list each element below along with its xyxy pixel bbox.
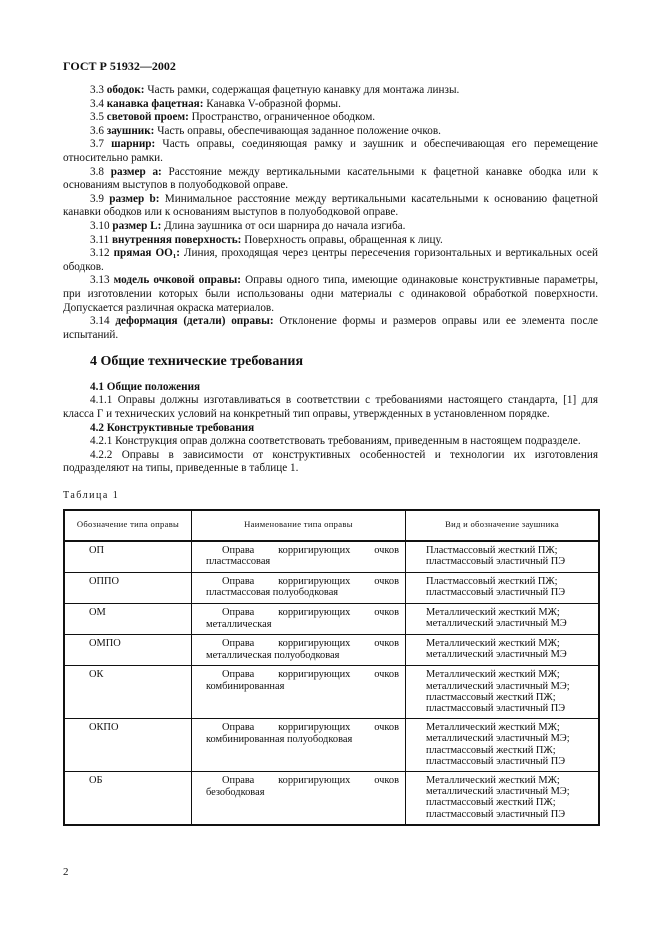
definition-text: Отклонение формы и размеров оправы или ее элемента после испытаний. (63, 315, 599, 341)
definition-term: прямая OO₁: (113, 247, 180, 260)
frame-type-code: ОКПО (64, 719, 192, 772)
table-row (64, 719, 599, 772)
definition-item (63, 84, 598, 98)
definition-term: размер a: (110, 165, 162, 178)
definition-term: ободок: (106, 84, 145, 96)
definition-item (63, 247, 598, 274)
temple-types-cell (406, 604, 600, 635)
definition-text: Часть оправы, обеспечивающая заданное положение очков. (154, 124, 441, 137)
temple-type: Пластмассовый жесткий ПЖ; (426, 544, 558, 556)
frame-type-name-cell (192, 635, 406, 666)
definition-item (63, 98, 598, 112)
section-4-title: 4 Общие технические требования (90, 354, 304, 370)
temple-type: Пластмассовый жесткий ПЖ; (426, 575, 558, 587)
temple-type: пластмассовый эластичный ПЭ (426, 555, 566, 567)
definition-item (63, 234, 598, 248)
definition-number: 3.10 (90, 219, 110, 232)
temple-types-cell (406, 772, 600, 825)
definition-term: деформация (детали) оправы: (115, 315, 274, 328)
header-temple: Вид и обозначение заушника (406, 510, 600, 541)
temple-types-cell (406, 541, 600, 573)
definition-number: 3.5 (90, 111, 104, 124)
frame-type-name-cell (192, 604, 406, 635)
definition-item (63, 220, 598, 234)
definition-text: Линия, проходящая через центры пересечения горизонтальных и вертикальных осей ободков. (63, 247, 598, 273)
definition-item (63, 193, 598, 220)
paragraph-4-1-1: 4.1.1 Оправы должны изготавливаться в соответствии с требованиями настоящего стандарта, [1] для класса Г и технических условий на конкретный тип оправы, утвержденных в установленном порядке. (63, 394, 598, 421)
temple-type: металлический эластичный МЭ; (426, 786, 570, 798)
definition-number: 3.4 (90, 97, 104, 110)
frame-type-name-cell (192, 572, 406, 603)
definitions-list (63, 84, 598, 342)
definition-number: 3.11 (90, 233, 110, 246)
definition-text: Длина заушника от оси шарнира до начала изгиба. (161, 219, 406, 232)
frame-type-name-cell (192, 541, 406, 573)
temple-type: металлический эластичный МЭ; (426, 680, 570, 692)
header-name: Наименование типа оправы (192, 510, 406, 541)
table-caption: Таблица 1 (63, 490, 120, 502)
definition-item (63, 274, 598, 315)
definition-term: шарнир: (111, 138, 156, 151)
temple-type: металлический эластичный МЭ (426, 618, 567, 630)
definition-text: Оправы одного типа, имеющие одинаковые конструктивные параметры, при изготовлении которых были использованы одни материалы с одинаковой обработкой поверхности. Допускается различная окраска материалов. (63, 274, 599, 314)
temple-type: пластмассовый эластичный ПЭ (426, 587, 566, 599)
frame-type-code: ОК (64, 666, 192, 719)
temple-type: пластмассовый жесткий ПЖ; (426, 797, 556, 809)
table-row (64, 604, 599, 635)
table-body (64, 541, 599, 825)
definition-term: заушник: (106, 124, 155, 137)
definition-term: канавка фацетная: (106, 97, 204, 110)
definition-text: Поверхность оправы, обращенная к лицу. (241, 233, 443, 246)
temple-types-cell (406, 666, 600, 719)
table-row (64, 666, 599, 719)
temple-type: пластмассовый жесткий ПЖ; (426, 744, 556, 756)
subsection-4-1-title: 4.1 Общие положения (90, 380, 201, 393)
definition-term: модель очковой оправы: (113, 274, 241, 287)
frame-type-code: ОП (64, 541, 192, 573)
table-row (64, 772, 599, 825)
definition-text: Пространство, ограниченное ободком. (188, 111, 376, 124)
definition-item (63, 111, 598, 125)
definition-number: 3.6 (90, 124, 104, 137)
body-text (63, 84, 598, 826)
temple-types-cell (406, 719, 600, 772)
frame-type-name: Оправа корригирующих очков пластмассовая полуободковая (206, 575, 399, 599)
frame-type-name-cell (192, 719, 406, 772)
frame-type-name: Оправа корригирующих очков комбинированная полуободковая (206, 722, 399, 745)
paragraph-4-2-2: 4.2.2 Оправы в зависимости от конструктивных особенностей и технологии их изготовления подразделяют на типы, приведенные в таблице 1. (63, 448, 598, 475)
frame-type-name-cell (192, 772, 406, 825)
definition-number: 3.7 (90, 138, 104, 151)
standard-header: ГОСТ Р 51932—2002 (63, 59, 176, 73)
frame-type-name: Оправа корригирующих очков комбинированная (206, 669, 399, 692)
table-header-row (64, 510, 599, 541)
definition-term: внутренняя поверхность: (111, 233, 242, 246)
definition-item (63, 315, 598, 342)
temple-type: пластмассовый эластичный ПЭ (426, 702, 566, 714)
temple-type: Металлический жесткий МЖ; (426, 722, 560, 734)
definition-item (63, 166, 598, 193)
definition-text: Минимальное расстояние между вертикальными касательными к основанию фацетной канавки ободков или к основаниям выступов в полуободковой оправе. (63, 192, 598, 219)
temple-types-cell (406, 572, 600, 603)
definition-term: световой проем: (106, 111, 189, 124)
definition-number: 3.3 (90, 84, 104, 96)
definition-term: размер L: (112, 219, 162, 232)
temple-type: пластмассовый эластичный ПЭ (426, 755, 566, 767)
frame-type-name: Оправа корригирующих очков пластмассовая (206, 544, 399, 568)
temple-type: пластмассовый эластичный ПЭ (426, 808, 566, 820)
temple-type: Металлический жесткий МЖ; (426, 669, 560, 681)
definition-text: Часть рамки, содержащая фацетную канавку для монтажа линзы. (144, 84, 460, 96)
paragraph-4-2-1: 4.2.1 Конструкция оправ должна соответствовать требованиям, приведенным в настоящем подразделе. (90, 435, 581, 448)
frame-type-code: ОМ (64, 604, 192, 635)
definition-number: 3.8 (90, 165, 104, 178)
temple-types-cell (406, 635, 600, 666)
definition-number: 3.12 (90, 247, 110, 260)
definition-item (63, 125, 598, 139)
header-code: Обозначение типа оправы (64, 510, 192, 541)
definition-text: Канавка V-образной формы. (203, 97, 341, 110)
table-row (64, 541, 599, 573)
table-row (64, 572, 599, 603)
frame-type-code: ОБ (64, 772, 192, 825)
temple-type: Металлический жесткий МЖ; (426, 775, 560, 786)
temple-type: Металлический жесткий МЖ; (426, 607, 560, 618)
table-row (64, 635, 599, 666)
frame-type-name-cell (192, 666, 406, 719)
definition-number: 3.9 (90, 192, 104, 205)
page-number: 2 (63, 866, 69, 878)
definition-item (63, 138, 598, 165)
frame-type-name: Оправа корригирующих очков безободковая (206, 775, 399, 798)
frame-types-table (63, 509, 600, 826)
definition-number: 3.14 (90, 315, 110, 328)
temple-type: металлический эластичный МЭ (426, 649, 567, 661)
definition-text: Расстояние между вертикальными касательными к фацетной канавке ободка или к основаниям выступов в полуободковой оправе. (63, 165, 599, 192)
frame-type-name: Оправа корригирующих очков металлическая (206, 607, 399, 630)
temple-type: пластмассовый жесткий ПЖ; (426, 691, 556, 703)
subsection-4-2-title: 4.2 Конструктивные требования (90, 421, 255, 434)
definition-number: 3.13 (90, 274, 110, 287)
definition-text: Часть оправы, соединяющая рамку и заушник и обеспечивающая его перемещение относительно рамки. (63, 138, 598, 164)
temple-type: Металлический жесткий МЖ; (426, 638, 560, 650)
temple-type: металлический эластичный МЭ; (426, 733, 570, 745)
frame-type-name: Оправа корригирующих очков металлическая полуободковая (206, 638, 399, 661)
definition-term: размер b: (109, 192, 160, 205)
frame-type-code: ОМПО (64, 635, 192, 666)
frame-type-code: ОППО (64, 572, 192, 603)
